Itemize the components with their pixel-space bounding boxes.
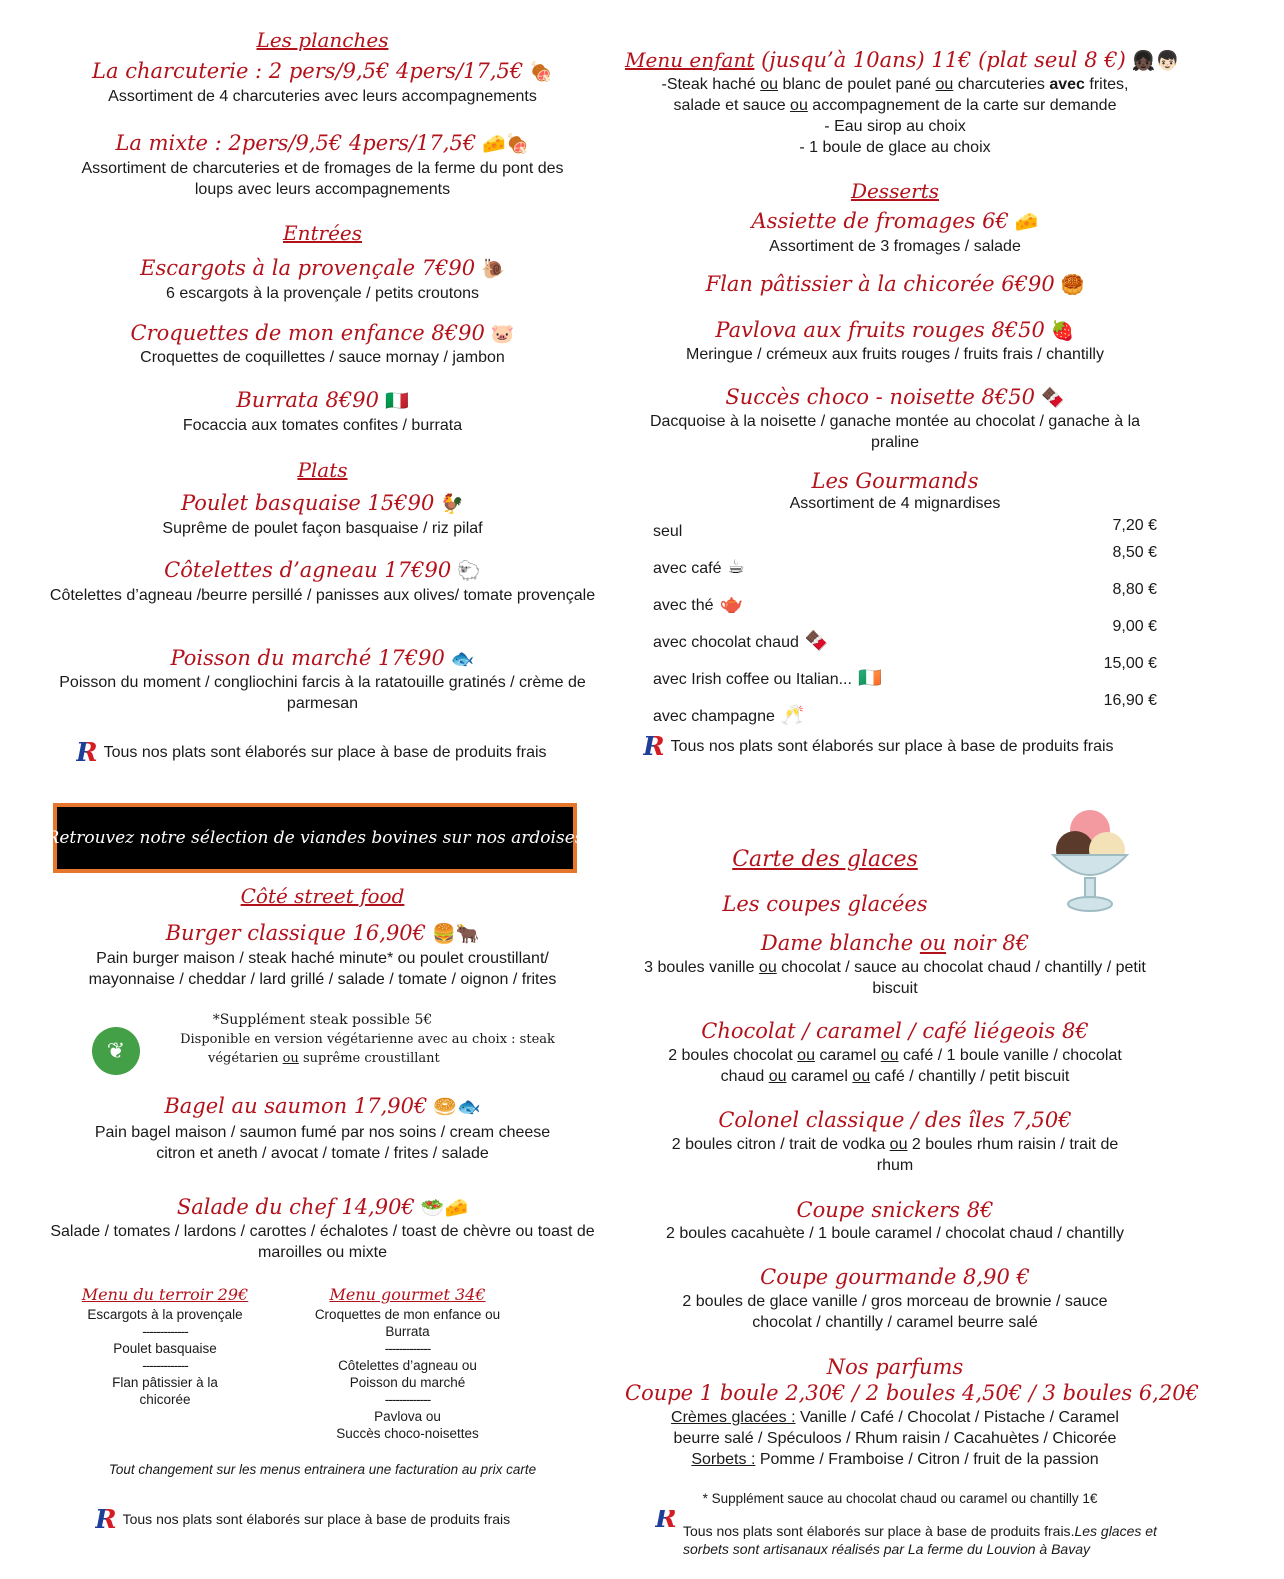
coupes-subtitle: Les coupes glacées (722, 892, 928, 916)
dish-desc: Salade / tomates / lardons / carottes / échalotes / toast de chèvre ou toast de maroilles ou mixte (50, 1223, 595, 1261)
chocolate-icon: 🍫 (1040, 387, 1065, 409)
fresh-note-bottom: R Tous nos plats sont élaborés sur place à base de produits frais (95, 1505, 511, 1535)
dessert-pavlova: Pavlova aux fruits rouges 8€50 🍓 (715, 318, 1075, 342)
dish-burrata: Burrata 8€90 🇮🇹 (236, 388, 409, 412)
coffee-icon: ☕ (727, 556, 745, 578)
coupe-snickers: Coupe snickers 8€ (796, 1198, 994, 1222)
menu-gourmet: Menu gourmet 34€ Croquettes de mon enfance ou Burrata ------------- Côtelettes d’agneau ou Poisson du marché ------------- Pavlova ou Succès choco-noisettes (314, 1285, 501, 1441)
restaurant-logo-icon: R (95, 1505, 117, 1535)
dish-desc: Dacquoise à la noisette / ganache montée au chocolat / ganache à la praline (649, 413, 1141, 451)
menu-enfant-desc: -Steak haché ou blanc de poulet pané ou charcuteries avec frites, salade et sauce ou accompagnement de la carte sur demande - Eau sirop au choix - 1 boule de glace au choix (661, 76, 1129, 156)
restaurant-logo-icon: R (76, 738, 98, 768)
cheese-ham-icon: 🧀🍖 (482, 133, 530, 155)
dish-desc: 6 escargots à la provençale / petits croutons (165, 285, 480, 302)
veg-note: Disponible en version végétarienne avec au choix : steak végétarien ou suprême croustillant (180, 1032, 555, 1066)
restaurant-logo-icon: R (643, 732, 665, 762)
dish-desc: 2 boules citron / trait de vodka ou 2 boules rhum raisin / trait de rhum (671, 1136, 1119, 1174)
dish-desc: 2 boules de glace vanille / gros morceau de brownie / sauce chocolat / chantilly / caramel beurre salé (682, 1293, 1108, 1331)
gourmand-row: avec chocolat chaud 🍫 9,00 € (653, 618, 1157, 652)
dish-croquettes: Croquettes de mon enfance 8€90 🐷 (130, 321, 515, 345)
mooncake-icon: 🥮 (1060, 274, 1085, 296)
dish-mixte: La mixte : 2pers/9,5€ 4pers/17,5€ 🧀🍖 (115, 131, 530, 155)
gourmand-row: avec Irish coffee ou Italian... 🇮🇪 15,00 € (653, 655, 1157, 689)
pig-icon: 🐷 (490, 323, 515, 345)
section-title-desserts: Desserts (850, 179, 940, 203)
dish-burger: Burger classique 16,90€ 🍔🐂 (165, 921, 480, 945)
restaurant-logo-icon: R (655, 1504, 677, 1534)
dish-desc: Assortiment de 3 fromages / salade (769, 238, 1021, 255)
dish-desc: Meringue / crémeux aux fruits rouges / fruits frais / chantilly (686, 346, 1104, 363)
fresh-note: R Tous nos plats sont élaborés sur place à base de produits frais (643, 732, 1114, 762)
cheese-icon: 🧀 (1014, 211, 1039, 233)
dish-poulet: Poulet basquaise 15€90 🐓 (180, 491, 464, 515)
snail-icon: 🐌 (481, 258, 505, 280)
supplement-note: *Supplément steak possible 5€ (212, 1012, 433, 1028)
gourmand-row: avec champagne 🥂 16,90 € (653, 692, 1157, 726)
coupe-dame-blanche: Dame blanche ou noir 8€ (760, 931, 1030, 955)
dish-desc: Suprême de poulet façon basquaise / riz pilaf (162, 520, 483, 537)
fish-icon: 🐟 (450, 648, 475, 670)
parfums-prices: Coupe 1 boule 2,30€ / 2 boules 4,50€ / 3 boules 6,20€ (625, 1381, 1199, 1405)
chocolate-icon: 🍫 (804, 630, 829, 652)
dish-desc: Focaccia aux tomates confites / burrata (182, 417, 463, 434)
vegetarian-badge-icon: ❦ (92, 1027, 140, 1075)
section-title-entrees: Entrées (282, 221, 362, 245)
gourmands-desc: Assortiment de 4 mignardises (789, 495, 1001, 512)
menu-enfant-title: Menu enfant (jusqu’à 10ans) 11€ (plat seul 8 €) 👧🏿👦🏻 (625, 48, 1180, 72)
dish-bagel: Bagel au saumon 17,90€ 🥯🐟 (164, 1094, 481, 1118)
rooster-icon: 🐓 (440, 493, 464, 515)
sheep-icon: 🐑 (457, 560, 481, 582)
dish-desc: Poisson du moment / congliochini farcis à la ratatouille gratinés / crème de parmesan (59, 674, 586, 712)
ham-icon: 🍖 (529, 61, 553, 83)
dish-poisson: Poisson du marché 17€90 🐟 (170, 646, 475, 670)
dessert-flan: Flan pâtissier à la chicorée 6€90 🥮 (705, 272, 1085, 296)
coupe-gourmande: Coupe gourmande 8,90 € (760, 1265, 1030, 1289)
dish-escargots: Escargots à la provençale 7€90 🐌 (140, 256, 505, 280)
banner-viandes: Retrouvez notre sélection de viandes bovines sur nos ardoises (53, 803, 577, 873)
dessert-fromages: Assiette de fromages 6€ 🧀 (751, 209, 1039, 233)
dish-desc: Croquettes de coquillettes / sauce mornay / jambon (140, 349, 505, 366)
teapot-icon: 🫖 (719, 593, 744, 615)
gourmands-title: Les Gourmands (811, 469, 979, 493)
menu-terroir: Menu du terroir 29€ Escargots à la provençale ------------- Poulet basquaise ------------- Flan pâtissier à la chicorée (81, 1285, 249, 1407)
dish-salade: Salade du chef 14,90€ 🥗🧀 (176, 1195, 469, 1219)
dish-desc: Assortiment de 4 charcuteries avec leurs accompagnements (108, 88, 537, 105)
dish-charcuterie: La charcuterie : 2 pers/9,5€ 4pers/17,5€ 🍖 (92, 59, 553, 83)
coupe-colonel: Colonel classique / des îles 7,50€ (718, 1108, 1072, 1132)
fresh-note: R Tous nos plats sont élaborés sur place à base de produits frais (76, 738, 547, 768)
coupe-liegeois: Chocolat / caramel / café liégeois 8€ (701, 1019, 1089, 1043)
dish-desc: 3 boules vanille ou chocolat / sauce au chocolat chaud / chantilly / petit biscuit (644, 959, 1146, 997)
dessert-succes: Succès choco - noisette 8€50 🍫 (725, 385, 1065, 409)
section-title-street: Côté street food (240, 884, 405, 908)
parfums-title: Nos parfums (826, 1355, 964, 1379)
dish-desc: Côtelettes d’agneau /beurre persillé / panisses aux olives/ tomate provençale (49, 587, 596, 604)
section-title-plats: Plats (297, 458, 348, 482)
changement-note: Tout changement sur les menus entrainera une facturation au prix carte (108, 1462, 537, 1477)
bagel-fish-icon: 🥯🐟 (433, 1096, 481, 1118)
supplement-sauce: * Supplément sauce au chocolat chaud ou caramel ou chantilly 1€ (702, 1491, 1098, 1506)
parfums-list: Crèmes glacées : Vanille / Café / Chocolat / Pistache / Caramel beurre salé / Spéculoos / Rhum raisin / Cacahuètes / Chicorée Sorbets : Pomme / Framboise / Citron / fruit de la passion (671, 1409, 1119, 1468)
dish-desc: Pain burger maison / steak haché minute* ou poulet croustillant/ mayonnaise / cheddar / lard grillé / salade / tomate / oignon / frites (88, 950, 557, 988)
gourmand-row: avec café ☕ 8,50 € (653, 544, 1157, 578)
salad-cheese-icon: 🥗🧀 (420, 1197, 469, 1219)
burger-ox-icon: 🍔🐂 (432, 923, 480, 945)
fresh-note-bottom: R Tous nos plats sont élaborés sur place à base de produits frais.Les glaces et sorbets sont artisanaux réalisés par La ferme du Louvion à Bavay (655, 1504, 1157, 1557)
champagne-icon: 🥂 (780, 704, 805, 726)
italy-flag-icon: 🇮🇹 (384, 390, 409, 412)
section-title-glaces: Carte des glaces (732, 847, 918, 872)
strawberry-icon: 🍓 (1050, 320, 1075, 342)
dish-agneau: Côtelettes d’agneau 17€90 🐑 (164, 558, 481, 582)
section-title-planches: Les planches (256, 28, 389, 52)
gourmand-row: seul 7,20 € (653, 517, 1157, 540)
dish-desc: 2 boules cacahuète / 1 boule caramel / chocolat chaud / chantilly (665, 1225, 1125, 1242)
dish-desc: Assortiment de charcuteries et de fromages de la ferme du pont des loups avec leurs accompagnements (81, 160, 564, 198)
dish-desc: Pain bagel maison / saumon fumé par nos soins / cream cheese citron et aneth / avocat / tomate / frites / salade (94, 1124, 551, 1162)
children-icon: 👧🏿👦🏻 (1131, 50, 1180, 72)
ireland-flag-icon: 🇮🇪 (857, 667, 882, 689)
gourmand-row: avec thé 🫖 8,80 € (653, 581, 1157, 615)
dish-desc: 2 boules chocolat ou caramel ou café / 1 boule vanille / chocolat chaud ou caramel ou café / chantilly / petit biscuit (668, 1047, 1122, 1085)
